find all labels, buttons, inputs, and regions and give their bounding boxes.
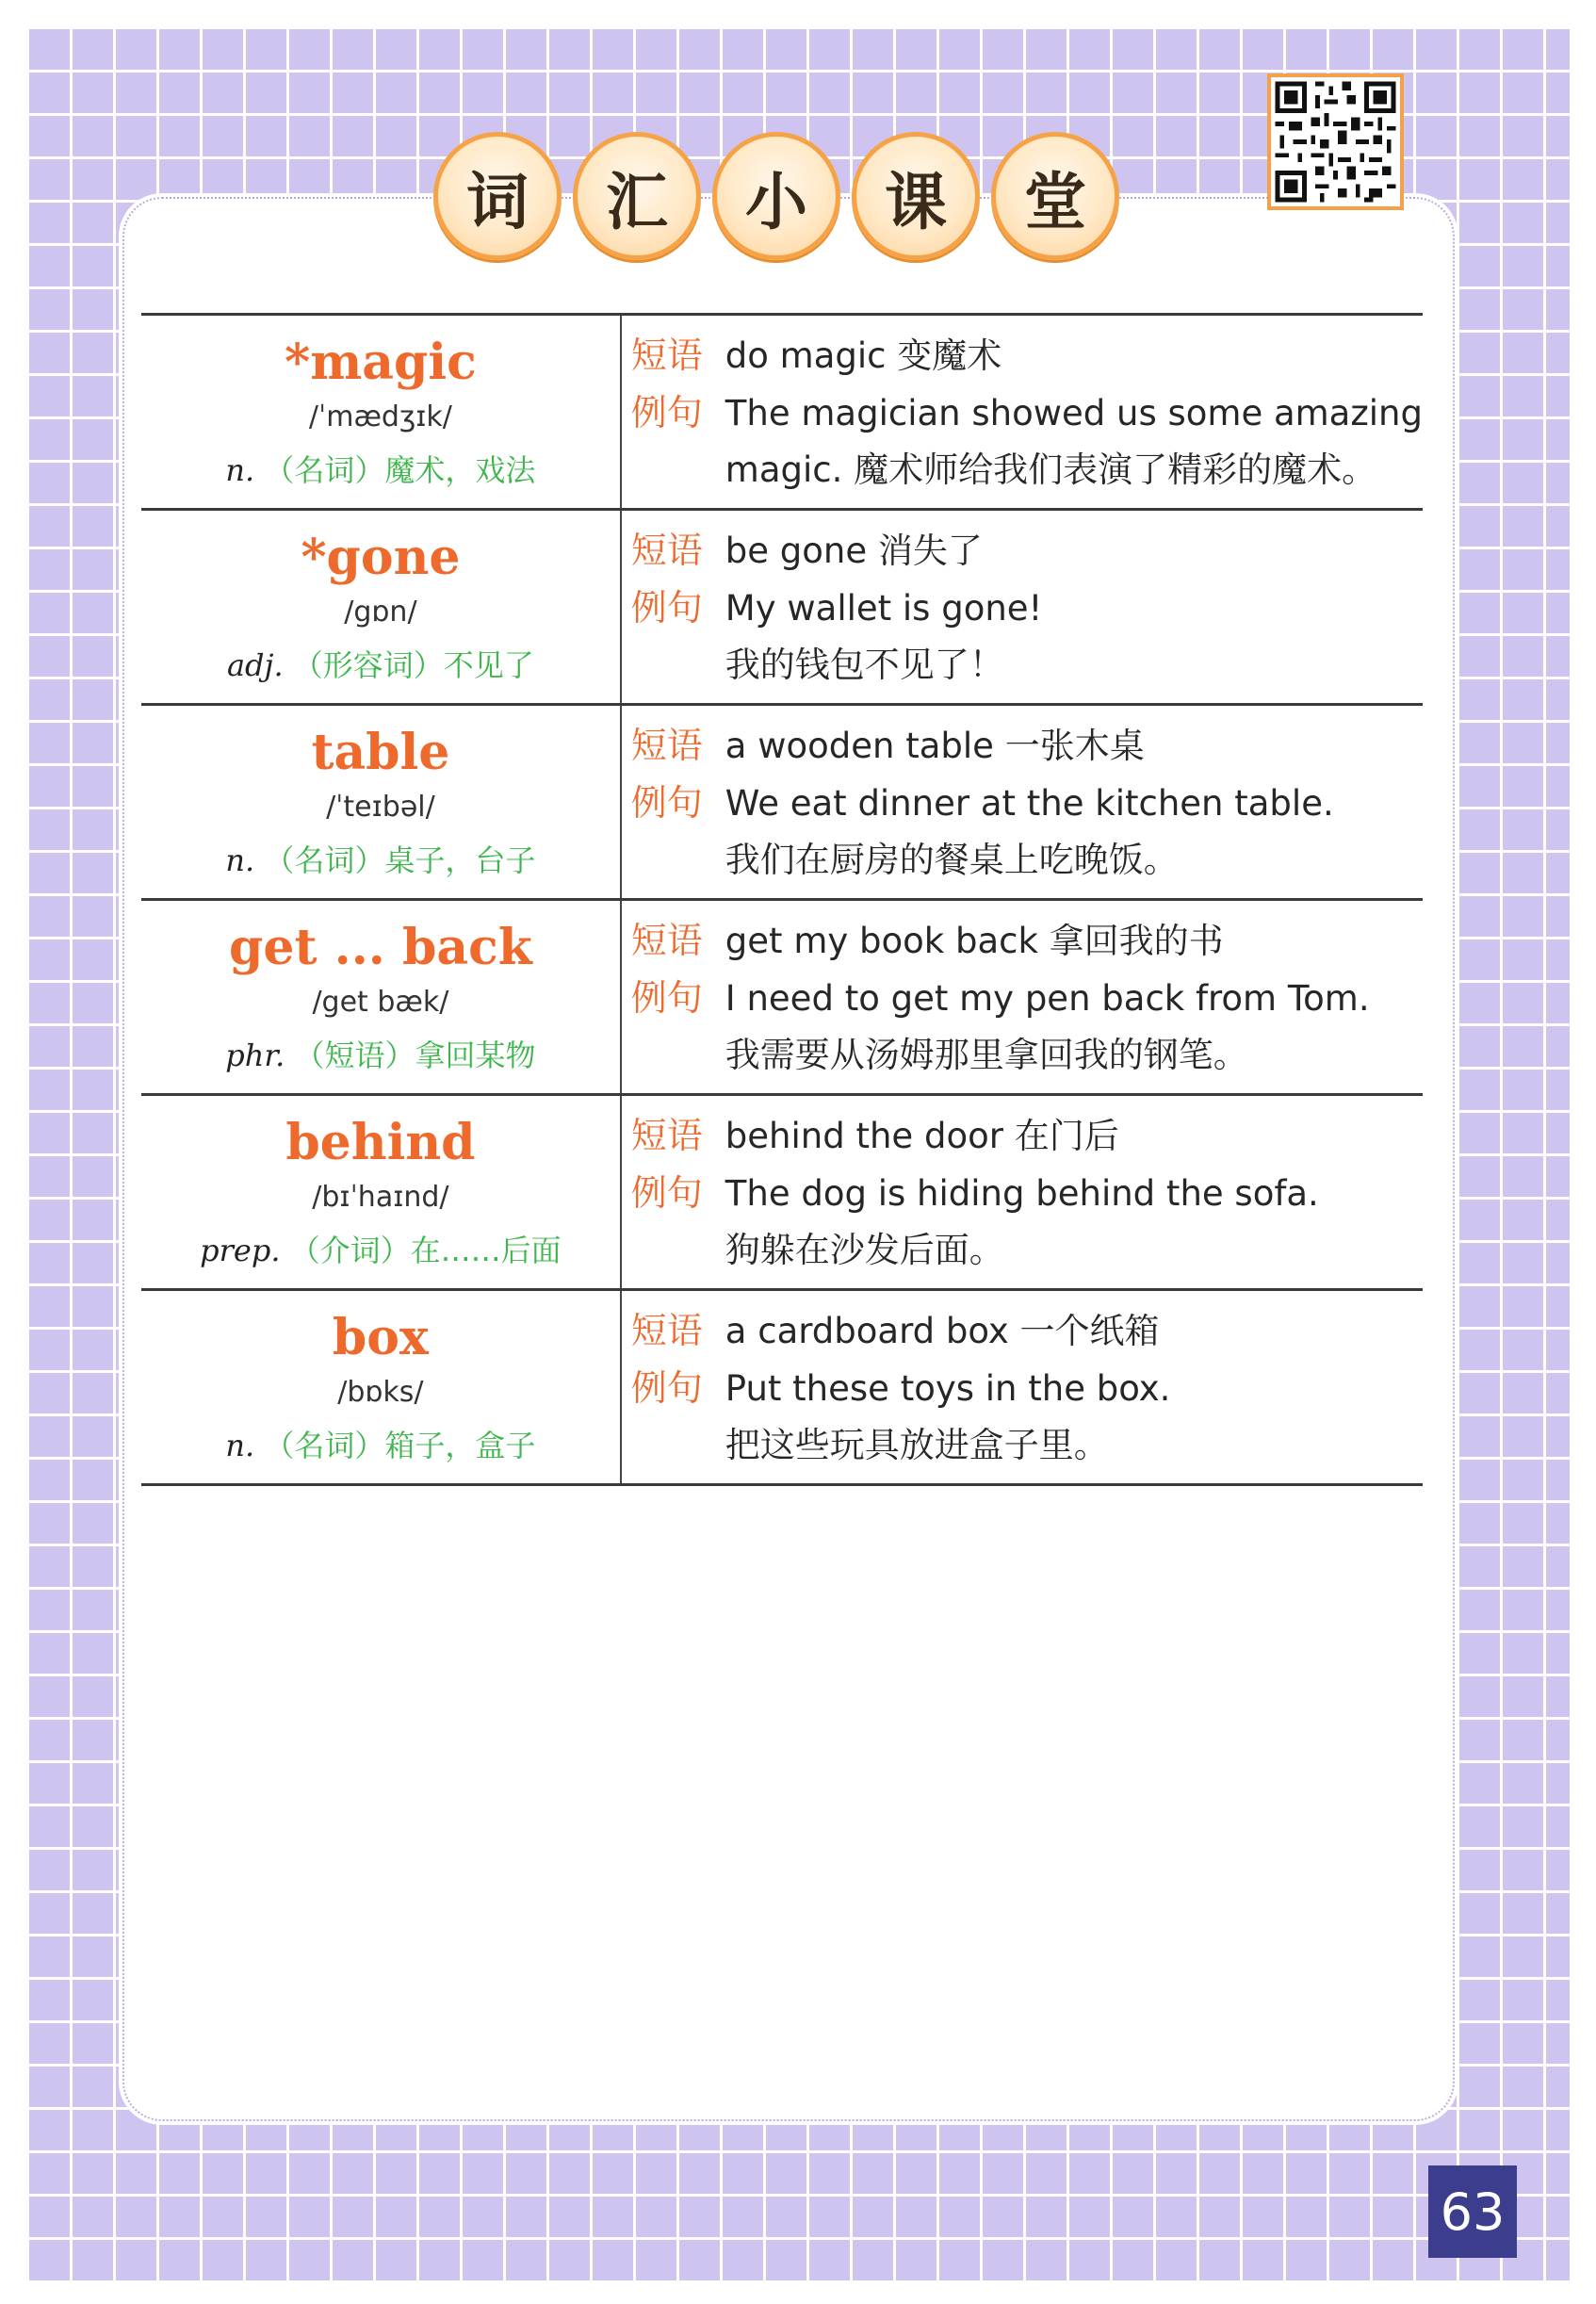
phrase-line [631, 522, 1423, 580]
phrase-text: behind the door 在门后 [725, 1116, 1119, 1156]
phonetic: /ˈmædʒɪk/ [308, 400, 452, 433]
pos-abbr: prep. [200, 1233, 281, 1268]
phrase-tag: 短语 [630, 1310, 703, 1351]
phrase-tag: 短语 [630, 335, 703, 376]
example-line [631, 384, 1423, 442]
vocab-row [141, 510, 1423, 705]
phrase-line [631, 912, 1423, 970]
section-title [433, 132, 1119, 264]
example-text: The magician showed us some amazing [725, 393, 1423, 433]
vocab-row [141, 1290, 1423, 1485]
example-text: I need to get my pen back from Tom. [725, 978, 1370, 1019]
pos-meaning: （名词）魔术，戏法 [264, 452, 536, 488]
title-char-3: 小 [712, 132, 840, 260]
example-tag: 例句 [630, 782, 703, 824]
pos-abbr: n. [225, 452, 255, 488]
part-of-speech [141, 1425, 620, 1466]
usage-cell [621, 900, 1423, 1095]
example-line-2 [631, 1222, 1423, 1279]
headword: *magic [285, 334, 477, 391]
phrase-text: be gone 消失了 [725, 531, 983, 571]
title-char-1: 词 [433, 132, 562, 260]
part-of-speech [141, 1035, 620, 1076]
example-tag: 例句 [630, 392, 703, 433]
title-char-2: 汇 [573, 132, 701, 260]
phrase-tag: 短语 [630, 1115, 703, 1156]
example-text: My wallet is gone! [725, 588, 1043, 629]
phrase-text: get my book back 拿回我的书 [725, 921, 1224, 961]
vocab-row [141, 900, 1423, 1095]
phrase-tag: 短语 [630, 920, 703, 961]
usage-cell [621, 510, 1423, 705]
phrase-line [631, 717, 1423, 775]
example-line-2 [631, 1027, 1423, 1084]
pos-meaning: （名词）箱子，盒子 [264, 1428, 536, 1463]
phrase-line [631, 327, 1423, 384]
vocab-row [141, 705, 1423, 900]
example-text: Put these toys in the box. [725, 1368, 1171, 1409]
example-text: We eat dinner at the kitchen table. [725, 783, 1334, 824]
example-translation: magic. 魔术师给我们表演了精彩的魔术。 [725, 449, 1377, 490]
pos-meaning: （形容词）不见了 [292, 647, 534, 683]
word-cell [141, 705, 621, 900]
phrase-tag: 短语 [630, 530, 703, 571]
example-line-2 [631, 637, 1423, 694]
headword: box [332, 1309, 429, 1366]
usage-cell [621, 1095, 1423, 1290]
page-number: 63 [1428, 2165, 1517, 2258]
pos-meaning: （短语）拿回某物 [294, 1038, 536, 1073]
example-translation: 我们在厨房的餐桌上吃晚饭。 [725, 840, 1179, 880]
vocab-row [141, 315, 1423, 510]
pos-abbr: n. [225, 842, 255, 878]
phonetic: /bɪˈhaɪnd/ [312, 1181, 449, 1214]
usage-cell [621, 705, 1423, 900]
example-text: The dog is hiding behind the sofa. [725, 1173, 1319, 1214]
usage-cell [621, 315, 1423, 510]
example-line [631, 970, 1423, 1027]
example-line [631, 1165, 1423, 1222]
part-of-speech [141, 645, 620, 686]
phrase-line [631, 1302, 1423, 1360]
part-of-speech [141, 840, 620, 881]
title-char-4: 课 [852, 132, 980, 260]
phonetic: /gɒn/ [344, 596, 417, 629]
pos-meaning: （介词）在……后面 [289, 1233, 562, 1268]
phrase-tag: 短语 [630, 725, 703, 766]
example-line-2 [631, 442, 1423, 498]
qr-code-icon[interactable] [1267, 74, 1404, 210]
example-tag: 例句 [630, 1367, 703, 1409]
example-translation: 把这些玩具放进盒子里。 [725, 1425, 1109, 1465]
example-line-2 [631, 832, 1423, 889]
phrase-text: a wooden table 一张木桌 [725, 726, 1145, 766]
word-cell [141, 1095, 621, 1290]
pos-abbr: phr. [225, 1038, 285, 1073]
headword: table [311, 724, 450, 781]
vocabulary-table [141, 313, 1423, 1486]
phonetic: /ˈteɪbəl/ [326, 791, 435, 824]
vocab-row [141, 1095, 1423, 1290]
word-cell [141, 315, 621, 510]
example-translation: 我需要从汤姆那里拿回我的钢笔。 [725, 1035, 1248, 1075]
example-translation: 狗躲在沙发后面。 [725, 1230, 1004, 1270]
example-translation: 我的钱包不见了！ [725, 645, 1004, 685]
usage-cell [621, 1290, 1423, 1485]
headword: behind [285, 1114, 476, 1171]
example-tag: 例句 [630, 587, 703, 629]
example-line [631, 775, 1423, 832]
example-tag: 例句 [630, 977, 703, 1019]
part-of-speech [141, 449, 620, 491]
phrase-text: do magic 变魔术 [725, 335, 1002, 376]
phrase-text: a cardboard box 一个纸箱 [725, 1311, 1160, 1351]
word-cell [141, 1290, 621, 1485]
pos-abbr: n. [225, 1428, 255, 1463]
headword: get ... back [229, 919, 532, 976]
phrase-line [631, 1107, 1423, 1165]
example-line [631, 1360, 1423, 1417]
phonetic: /bɒks/ [337, 1376, 424, 1409]
part-of-speech [141, 1230, 620, 1271]
title-char-5: 堂 [991, 132, 1119, 260]
pos-abbr: adj. [226, 647, 284, 683]
example-tag: 例句 [630, 1172, 703, 1214]
example-line-2 [631, 1417, 1423, 1474]
word-cell [141, 900, 621, 1095]
pos-meaning: （名词）桌子，台子 [264, 842, 536, 878]
word-cell [141, 510, 621, 705]
example-line [631, 580, 1423, 637]
phonetic: /get bæk/ [312, 986, 449, 1019]
headword: *gone [301, 529, 461, 586]
